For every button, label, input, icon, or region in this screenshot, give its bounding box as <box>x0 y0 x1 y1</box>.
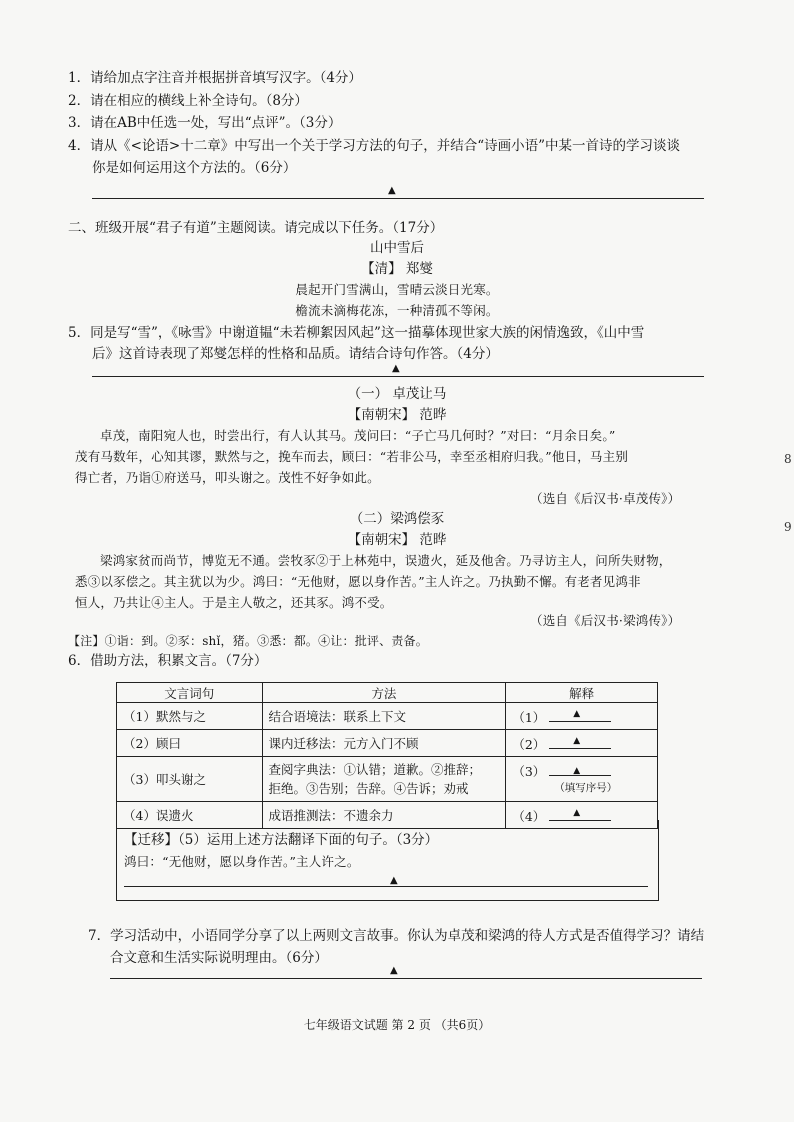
table-row <box>117 730 658 757</box>
question-7-line1: 7．学习活动中，小语同学分享了以上两则文言故事。你认为卓茂和梁鸿的待人方式是否值得学习？请结 <box>88 928 705 944</box>
passage1-line2: 茂有马数年，心知其谬，默然与之，挽车而去，顾曰：“若非公马，幸至丞相府归我。”他日，马主别 <box>75 449 629 464</box>
table-header-row <box>117 683 658 703</box>
poem-line2: 檐流未滴梅花冻，一种清孤不等闲。 <box>295 303 499 318</box>
poem-title: 山中雪后 <box>370 240 424 256</box>
row-number: （4） <box>512 808 546 824</box>
row-method-line1: 查阅字典法：①认错；道歉。②推辞； <box>268 762 482 777</box>
answer-blank[interactable] <box>549 707 611 722</box>
answer-line-q4[interactable] <box>92 198 704 199</box>
passage2-line2: 悉③以豕偿之。其主犹以为少。鸿曰：“无他财，愿以身作苦。”主人许之。乃执勤不懈。有老者见鸿非 <box>75 574 641 589</box>
question-1: 1．请给加点字注音并根据拼音填写汉字。（4分） <box>68 70 362 86</box>
passage1-line1: 卓茂，南阳宛人也，时尝出行，有人认其马。茂问曰：“子亡马几何时？”对曰：“月余日矣。” <box>100 428 616 443</box>
vocab-table <box>116 682 658 829</box>
row-number: （1） <box>512 709 546 725</box>
answer-cell[interactable] <box>506 757 658 802</box>
passage2-source: （选自《后汉书·梁鸿传》） <box>530 613 681 628</box>
passage1-author: 【南朝宋】 范晔 <box>347 407 447 423</box>
answer-marker: ▲ <box>388 185 396 196</box>
question-4-line1: 4．请从《<论语>十二章》中写出一个关于学习方法的句子，并结合“诗画小语”中某一首诗的学习谈谈 <box>68 138 681 154</box>
row-method: 成语推测法：不遗余力 <box>262 802 506 829</box>
answer-cell[interactable] <box>506 730 658 757</box>
answer-marker: ▲ <box>390 875 398 886</box>
row-number: （3） <box>512 764 546 779</box>
transfer-title: 【迁移】（5）运用上述方法翻译下面的句子。（3分） <box>124 832 439 848</box>
question-5-line2: 后》这首诗表现了郑燮怎样的性格和品质。请结合诗句作答。（4分） <box>92 346 499 362</box>
answer-marker: ▲ <box>573 766 581 776</box>
answer-marker: ▲ <box>573 807 581 818</box>
answer-cell[interactable] <box>506 703 658 730</box>
section2-heading: 二、班级开展“君子有道”主题阅读。请完成以下任务。（17分） <box>68 220 444 236</box>
table-header: 方法 <box>262 683 506 703</box>
margin-mark: 8 <box>784 452 792 466</box>
margin-mark: 9 <box>784 520 792 534</box>
row-method: 结合语境法：联系上下文 <box>262 703 506 730</box>
question-5-line1: 5．同是写“雪”，《咏雪》中谢道韫“未若柳絮因风起”这一描摹体现世家大族的闲情逸致，《山中雪 <box>68 325 645 341</box>
row-word: （4）误遗火 <box>117 802 263 829</box>
passage2-author: 【南朝宋】 范晔 <box>347 532 447 548</box>
answer-blank[interactable] <box>549 806 611 821</box>
passage1-source: （选自《后汉书·卓茂传》） <box>530 491 681 506</box>
answer-line-q6-5[interactable] <box>124 886 648 887</box>
row-word: （3）叩头谢之 <box>117 757 263 802</box>
question-7-line2: 合文意和生活实际说明理由。（6分） <box>110 950 328 966</box>
passage1-title: （一） 卓茂让马 <box>347 386 447 402</box>
poem-line1: 晨起开门雪满山，雪晴云淡日光寒。 <box>295 282 499 297</box>
answer-blank[interactable] <box>549 761 611 776</box>
answer-marker: ▲ <box>573 708 581 719</box>
table-header: 解释 <box>506 683 658 703</box>
question-4-line2: 你是如何运用这个方法的。（6分） <box>92 160 297 176</box>
row-method <box>262 757 506 802</box>
passage2-line3: 恒人，乃共让④主人。于是主人敬之，还其豕。鸿不受。 <box>75 595 393 610</box>
table-row <box>117 757 658 802</box>
row-method: 课内迁移法：元方入门不顾 <box>262 730 506 757</box>
passage2-line1: 梁鸿家贫而尚节，博览无不通。尝牧豕②于上林苑中，误遗火，延及他舍。乃寻访主人，问所失财物， <box>100 553 672 568</box>
answer-marker: ▲ <box>392 363 400 374</box>
annotation-note: 【注】①诣：到。②豕：shǐ，猪。③悉：都。④让：批评、责备。 <box>68 634 428 648</box>
transfer-sentence: 鸿曰：“无他财，愿以身作苦。”主人许之。 <box>124 854 360 869</box>
answer-line-q5[interactable] <box>92 376 704 377</box>
row-word: （2）顾曰 <box>117 730 263 757</box>
question-2: 2．请在相应的横线上补全诗句。（8分） <box>68 93 308 109</box>
row-method-line2: 拒绝。③告别；告辞。④告诉；劝戒 <box>268 781 469 796</box>
question-3: 3．请在AB中任选一处，写出“点评”。（3分） <box>68 115 342 131</box>
answer-blank[interactable] <box>549 734 611 749</box>
table-header: 文言词句 <box>117 683 263 703</box>
answer-marker: ▲ <box>573 735 581 746</box>
answer-marker: ▲ <box>390 965 398 976</box>
table-row <box>117 703 658 730</box>
page-footer: 七年级语文试题 第 2 页 （共6页） <box>303 1018 491 1032</box>
poem-author: 【清】 郑燮 <box>361 261 433 277</box>
answer-line-q7[interactable] <box>110 978 702 979</box>
row-number: （2） <box>512 736 546 752</box>
passage1-line3: 得亡者，乃诣①府送马，叩头谢之。茂性不好争如此。 <box>75 470 380 485</box>
row-word: （1）默然与之 <box>117 703 263 730</box>
fill-hint: （填写序号） <box>554 782 618 794</box>
question-6-heading: 6．借助方法，积累文言。（7分） <box>68 653 268 669</box>
passage2-title: （二）梁鸿偿豕 <box>349 511 445 527</box>
